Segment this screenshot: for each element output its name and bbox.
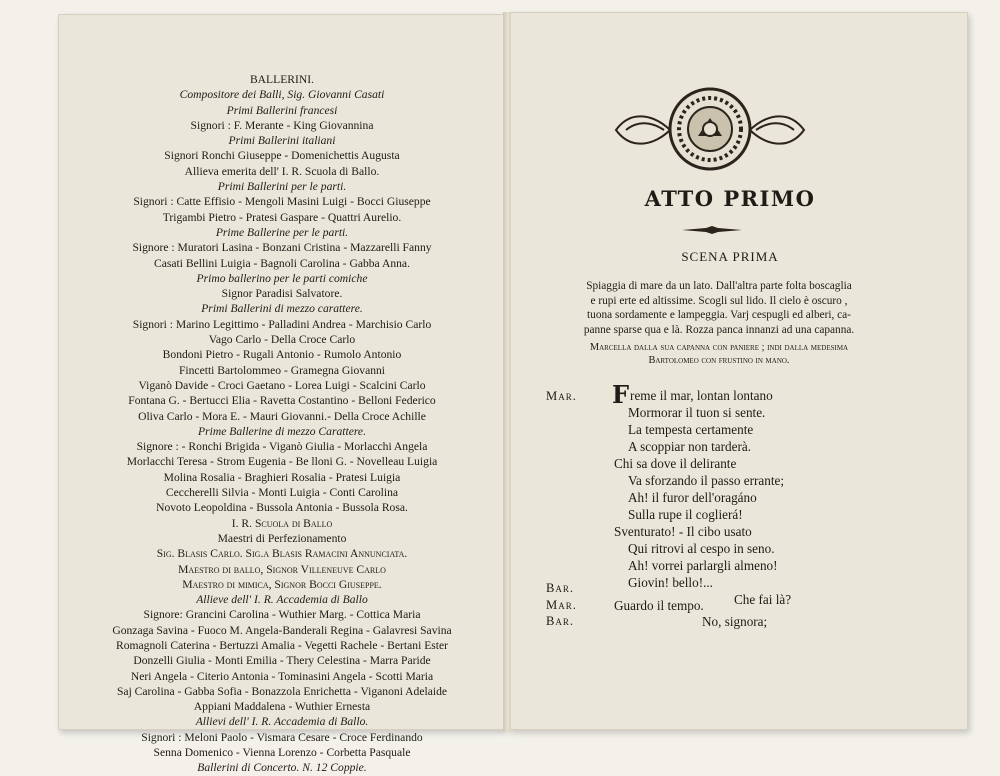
verse-line: Va sforzando il passo errante; <box>628 473 784 488</box>
cast-line: Signori : Marino Legittimo - Palladini Andrea - Marchisio Carlo <box>132 317 432 331</box>
dialogue <box>546 380 886 629</box>
cast-line: Maestro di ballo, Signor Villeneuve Carlo <box>178 562 386 576</box>
verse-line: Mormorar il tuon si sente. <box>628 405 766 420</box>
cast-line: Molina Rosalia - Braghieri Rosalia - Pratesi Luigia <box>163 470 401 484</box>
cast-line: Signor Paradisi Salvatore. <box>221 287 343 301</box>
entrance-direction <box>546 341 892 367</box>
cast-line: Senna Domenico - Vienna Lorenzo - Corbetta Pasquale <box>153 746 411 760</box>
cast-line: Primi Ballerini italiani <box>228 134 336 148</box>
cast-line: Fontana G. - Bertucci Elia - Ravetta Costantino - Belloni Federico <box>128 394 436 408</box>
cast-line: Saj Carolina - Gabba Sofia - Bonazzola Enrichetta - Viganoni Adelaide <box>116 684 448 698</box>
divider-ornament-icon <box>682 226 742 234</box>
cast-line: Bondoni Pietro - Rugali Antonio - Rumolo Antonio <box>162 348 402 362</box>
cast-line: Casati Bellini Luigia - Bagnoli Carolina - Gabba Anna. <box>154 256 410 270</box>
entrance-line: Marcella dalla sua capanna con paniere ; indi dalla medesima <box>589 342 849 353</box>
speaker-label: Bar. <box>546 614 575 628</box>
act-title: ATTO PRIMO <box>644 186 816 211</box>
scene-title: SCENA PRIMA <box>681 249 779 264</box>
cast-line: Donzelli Giulia - Monti Emilia - Thery Celestina - Marra Paride <box>133 654 431 668</box>
cast-line: Appiani Maddalena - Wuthier Ernesta <box>193 700 371 714</box>
verse-text: reme il mar, lontan lontano <box>630 388 773 403</box>
cast-line: Signori : Catte Effisio - Mengoli Masini Luigi - Bocci Giuseppe <box>133 195 431 209</box>
cast-line: Allievi dell' I. R. Accademia di Ballo. <box>195 715 369 729</box>
cast-line: Ballerini di Concerto. N. 12 Coppie. <box>197 761 367 775</box>
cast-line: Signori Ronchi Giuseppe - Domenichettis Augusta <box>164 149 400 163</box>
cast-line: Neri Angela - Citerio Antonia - Tominasini Angela - Scotti Maria <box>130 669 434 683</box>
cast-line: Ceccherelli Silvia - Monti Luigia - Conti Carolina <box>165 486 399 500</box>
cast-line: Signore : - Ronchi Brigida - Viganò Giulia - Morlacchi Angela <box>136 440 428 454</box>
verse-line: No, signora; <box>702 614 768 629</box>
cast-line: Allieve dell' I. R. Accademia di Ballo <box>196 593 368 607</box>
verse-line: La tempesta certamente <box>628 422 754 437</box>
cast-line: BALLERINI. <box>249 73 315 86</box>
cast-line: Signore : Muratori Lasina - Bonzani Cristina - Mazzarelli Fanny <box>132 241 432 255</box>
cast-line: Novoto Leopoldina - Bussola Antonia - Bussola Rosa. <box>156 501 408 515</box>
cast-line: Compositore dei Balli, Sig. Giovanni Casati <box>179 88 385 102</box>
cast-line: Primo ballerino per le parti comiche <box>196 271 368 285</box>
cast-line: Romagnoli Caterina - Bertuzzi Amalia - Vegetti Rachele - Bertani Ester <box>115 638 449 652</box>
verse-line: Giovin! bello!... <box>628 575 713 590</box>
verse-line: Qui ritrovi al cespo in seno. <box>628 541 775 556</box>
verse-line <box>612 380 773 409</box>
stage-line: e rupi erte ed altissime. Scogli sul lido. Il cielo è oscuro , <box>590 294 848 307</box>
stage-line: Spiaggia di mare da un lato. Dall'altra parte folta boscaglia <box>586 280 852 292</box>
cast-line: Signore: Grancini Carolina - Wuthier Marg. - Cottica Maria <box>143 608 421 622</box>
cast-line: Morlacchi Teresa - Strom Eugenia - Be lloni G. - Novelleau Luigia <box>126 455 438 469</box>
cast-line: Fincetti Bartolommeo - Gramegna Giovanni <box>178 363 386 377</box>
cast-line: Maestro di mimica, Signor Bocci Giuseppe. <box>182 577 382 591</box>
cast-line: Oliva Carlo - Mora E. - Mauri Giovanni.- Della Croce Achille <box>138 409 426 423</box>
verse-line: Guardo il tempo. <box>614 598 704 613</box>
speaker-label: Mar. <box>546 598 577 612</box>
cast-line: Prime Ballerine per le parti. <box>215 225 349 239</box>
cast-line: Vago Carlo - Della Croce Carlo <box>208 333 356 347</box>
verse-line: Ah! vorrei parlargli almeno! <box>628 558 778 573</box>
verse-line: Sulla rupe il coglierá! <box>628 507 743 522</box>
stage-line: panne sparse qua e là. Rozza panca innanzi ad una capanna. <box>583 323 855 336</box>
cast-line: Primi Ballerini di mezzo carattere. <box>201 302 363 316</box>
cast-line: Signori : Meloni Paolo - Vismara Cesare - Croce Ferdinando <box>141 730 423 744</box>
cast-line: Gonzaga Savina - Fuoco M. Angela-Banderali Regina - Galavresi Savina <box>112 623 452 637</box>
book-gutter <box>503 12 511 732</box>
cast-line: Allieva emerita dell' I. R. Scuola di Ballo. <box>184 164 380 178</box>
ornament-icon <box>612 86 808 172</box>
cast-line: Primi Ballerini francesi <box>226 103 338 117</box>
cast-line: Sig. Blasis Carlo. Sig.a Blasis Ramacini Annunciata. <box>156 547 408 561</box>
verse-line: Sventurato! - Il cibo usato <box>614 524 752 539</box>
verse-line: Ah! il furor dell'oragáno <box>628 490 757 505</box>
speaker-label: Mar. <box>546 389 577 403</box>
stage-direction <box>546 279 892 337</box>
verse-line: A scoppiar non tarderà. <box>628 439 752 454</box>
cast-line: Primi Ballerini per le parti. <box>217 180 347 194</box>
verse-line: Chi sa dove il delirante <box>614 456 737 471</box>
cast-list <box>62 72 502 776</box>
entrance-line: Bartolomeo con frustino in mano. <box>648 355 790 366</box>
drop-cap: F <box>612 380 630 409</box>
cast-line: Signori : F. Merante - King Giovannina <box>190 118 374 132</box>
cast-line: Prime Ballerine di mezzo Carattere. <box>198 424 366 438</box>
cast-line: I. R. Scuola di Ballo <box>231 516 333 530</box>
verse-line: Che fai là? <box>734 592 792 607</box>
cast-line: Trigambi Pietro - Pratesi Gaspare - Quattri Aurelio. <box>162 210 402 224</box>
speaker-label: Bar. <box>546 581 575 595</box>
cast-line: Viganò Davide - Croci Gaetano - Lorea Luigi - Scalcini Carlo <box>138 378 426 392</box>
stage-line: tuona sordamente e lampeggia. Varj cespugli ed alberi, ca- <box>587 309 851 322</box>
cast-line: Maestri di Perfezionamento <box>217 531 347 545</box>
